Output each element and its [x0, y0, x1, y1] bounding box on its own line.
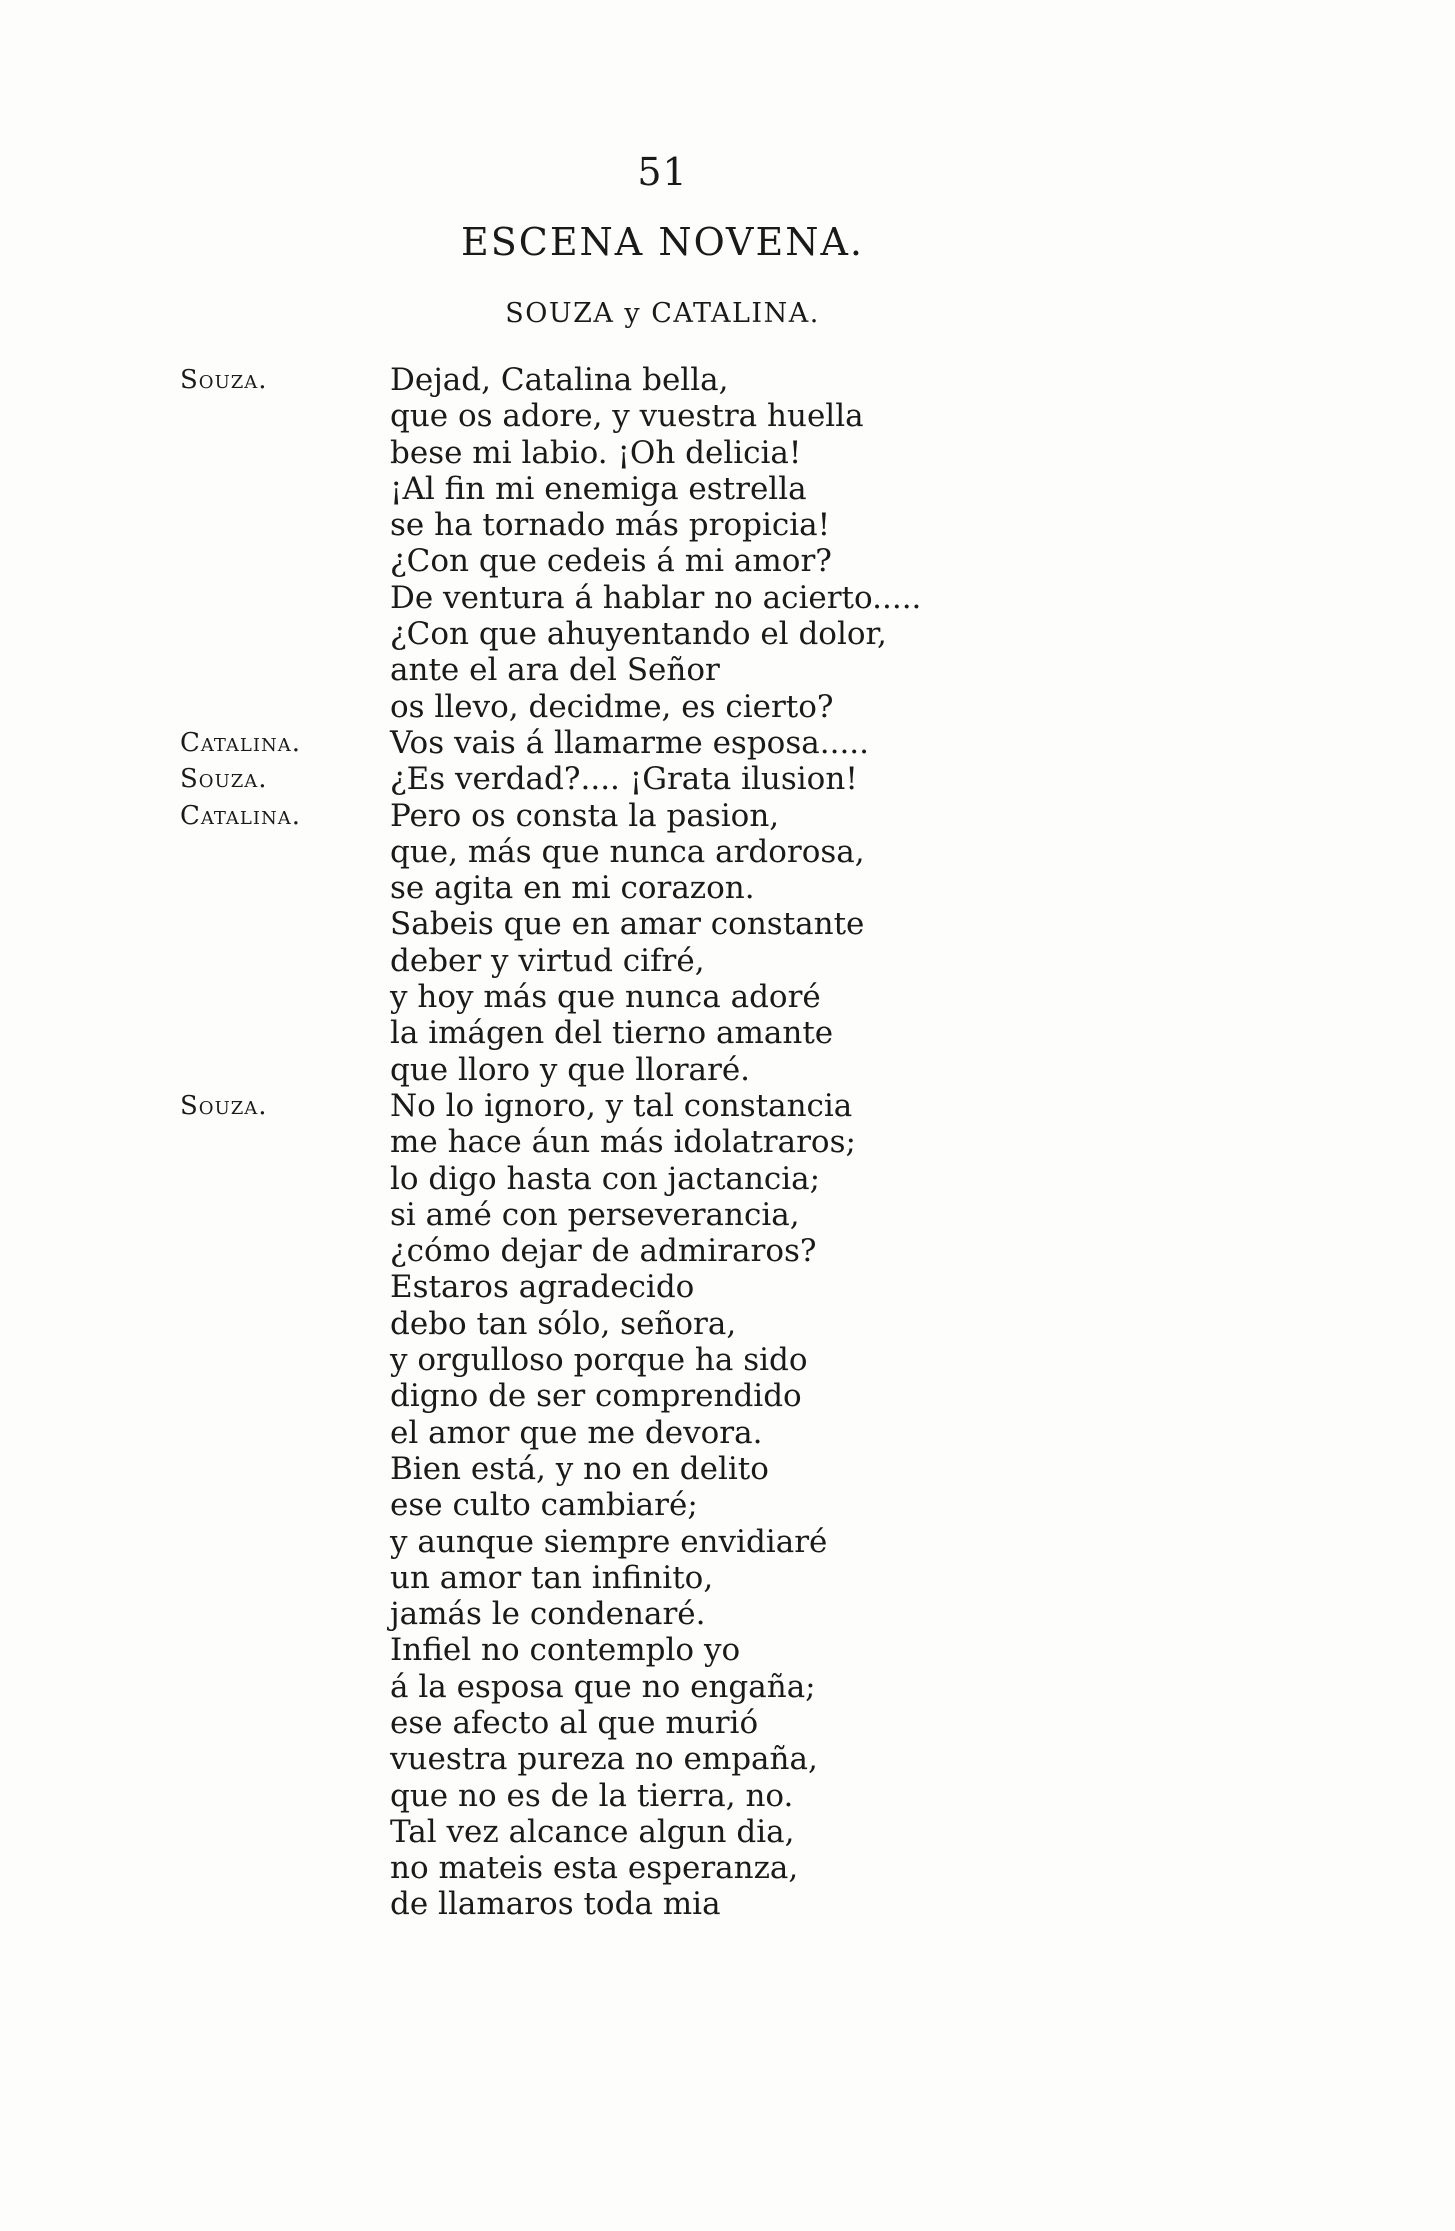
- verse-line: [0, 1415, 1455, 1451]
- verse-line: [0, 1669, 1455, 1705]
- verse-text: vuestra pureza no empaña,: [390, 1741, 818, 1778]
- verse-text: Bien está, y no en delito: [390, 1450, 769, 1487]
- verse-text: no mateis esta esperanza,: [390, 1850, 799, 1887]
- verse-text: ese culto cambiaré;: [390, 1487, 698, 1524]
- verse-text: un amor tan infinito,: [390, 1559, 714, 1596]
- verse-line: [0, 1233, 1455, 1269]
- verse-text: y hoy más que nunca adoré: [390, 979, 821, 1016]
- verse-line: [0, 1778, 1455, 1814]
- verse-line: [0, 1052, 1455, 1088]
- verse-text: ¡Al fin mi enemiga estrella: [390, 470, 807, 507]
- verse-line: [0, 1015, 1455, 1051]
- verse-text: que lloro y que lloraré.: [390, 1051, 751, 1088]
- verse-line: [0, 652, 1455, 688]
- verse-line: [0, 1124, 1455, 1160]
- verse-line: [0, 943, 1455, 979]
- verse-line: [0, 362, 1455, 398]
- verse-line: [0, 1197, 1455, 1233]
- verse-text: que os adore, y vuestra huella: [390, 398, 864, 435]
- verse-text: Tal vez alcance algun dia,: [390, 1813, 795, 1850]
- verse-line: [0, 1451, 1455, 1487]
- speaker-label: Souza.: [180, 1090, 268, 1121]
- verse-text: os llevo, decidme, es cierto?: [390, 688, 834, 725]
- verse-line: [0, 1088, 1455, 1124]
- verse-line: [0, 1886, 1455, 1922]
- verse-text: ¿Con que cedeis á mi amor?: [390, 543, 832, 580]
- verse-text: y aunque siempre envidiaré: [390, 1523, 828, 1560]
- verse-line: [0, 471, 1455, 507]
- verse-text: lo digo hasta con jactancia;: [390, 1160, 821, 1197]
- verse-line: [0, 398, 1455, 434]
- verse-line: [0, 870, 1455, 906]
- verse-line: [0, 689, 1455, 725]
- verse-line: [0, 507, 1455, 543]
- verse-line: [0, 906, 1455, 942]
- verse-text: deber y virtud cifré,: [390, 942, 705, 979]
- verse-text: ¿cómo dejar de admiraros?: [390, 1233, 817, 1270]
- verse-line: [0, 798, 1455, 834]
- verse-text: Sabeis que en amar constante: [390, 906, 865, 943]
- verse-text: de llamaros toda mia: [390, 1886, 721, 1923]
- verse-text: se ha tornado más propicia!: [390, 507, 831, 544]
- verse-text: me hace áun más idolatraros;: [390, 1124, 856, 1161]
- verse-text: De ventura á hablar no acierto.....: [390, 579, 922, 616]
- speaker-label: Catalina.: [180, 800, 302, 831]
- verse-line: [0, 616, 1455, 652]
- verse-text: No lo ignoro, y tal constancia: [390, 1087, 853, 1124]
- verse-text: y orgulloso porque ha sido: [390, 1342, 808, 1379]
- verse-text: Infiel no contemplo yo: [390, 1632, 741, 1669]
- verse-line: [0, 1161, 1455, 1197]
- verse-text: jamás le condenaré.: [390, 1596, 706, 1633]
- verse-text: debo tan sólo, señora,: [390, 1305, 737, 1342]
- verse-text: ¿Con que ahuyentando el dolor,: [390, 616, 887, 653]
- verse-line: [0, 1705, 1455, 1741]
- page-number: 51: [637, 150, 688, 194]
- verse-text: Dejad, Catalina bella,: [390, 362, 729, 398]
- verse-text: se agita en mi corazon.: [390, 870, 755, 907]
- verse-line: [0, 543, 1455, 579]
- verse-line: [0, 435, 1455, 471]
- verse-line: [0, 1741, 1455, 1777]
- verse-line: [0, 1596, 1455, 1632]
- speaker-label: Souza.: [180, 365, 268, 395]
- verse-text: ¿Es verdad?.... ¡Grata ilusion!: [390, 761, 858, 798]
- speaker-label: Souza.: [180, 764, 268, 795]
- verse-line: [0, 1814, 1455, 1850]
- verse-text: la imágen del tierno amante: [390, 1015, 834, 1052]
- scene-characters: SOUZA y CATALINA.: [505, 298, 820, 329]
- verse-text: que, más que nunca ardorosa,: [390, 833, 865, 870]
- verse-text: Vos vais á llamarme esposa.....: [390, 724, 870, 761]
- verse-line: [0, 1342, 1455, 1378]
- verse-text: que no es de la tierra, no.: [390, 1777, 794, 1814]
- verse-text: ese afecto al que murió: [390, 1704, 759, 1741]
- scene-title: ESCENA NOVENA.: [460, 220, 865, 264]
- verse-line: [0, 1632, 1455, 1668]
- verse-text: bese mi labio. ¡Oh delicia!: [390, 434, 802, 471]
- verse-text: ante el ara del Señor: [390, 652, 720, 689]
- verse-text: Estaros agradecido: [390, 1269, 695, 1306]
- verse-line: [0, 725, 1455, 761]
- verse-line: [0, 979, 1455, 1015]
- verse-line: [0, 580, 1455, 616]
- verse-line: [0, 1269, 1455, 1305]
- verse-line: [0, 1306, 1455, 1342]
- verse-line: [0, 834, 1455, 870]
- verse-line: [0, 1378, 1455, 1414]
- verse-text: Pero os consta la pasion,: [390, 797, 780, 834]
- verse-line: [0, 1560, 1455, 1596]
- verse-text: el amor que me devora.: [390, 1414, 763, 1451]
- speaker-label: Catalina.: [180, 727, 302, 758]
- verse-line: [0, 1524, 1455, 1560]
- verse-text: si amé con perseverancia,: [390, 1196, 800, 1233]
- verse-line: [0, 761, 1455, 797]
- verse-text: digno de ser comprendido: [390, 1378, 802, 1415]
- verse-block: [0, 362, 1455, 1923]
- verse-line: [0, 1487, 1455, 1523]
- verse-text: á la esposa que no engaña;: [390, 1668, 816, 1705]
- verse-line: [0, 1850, 1455, 1886]
